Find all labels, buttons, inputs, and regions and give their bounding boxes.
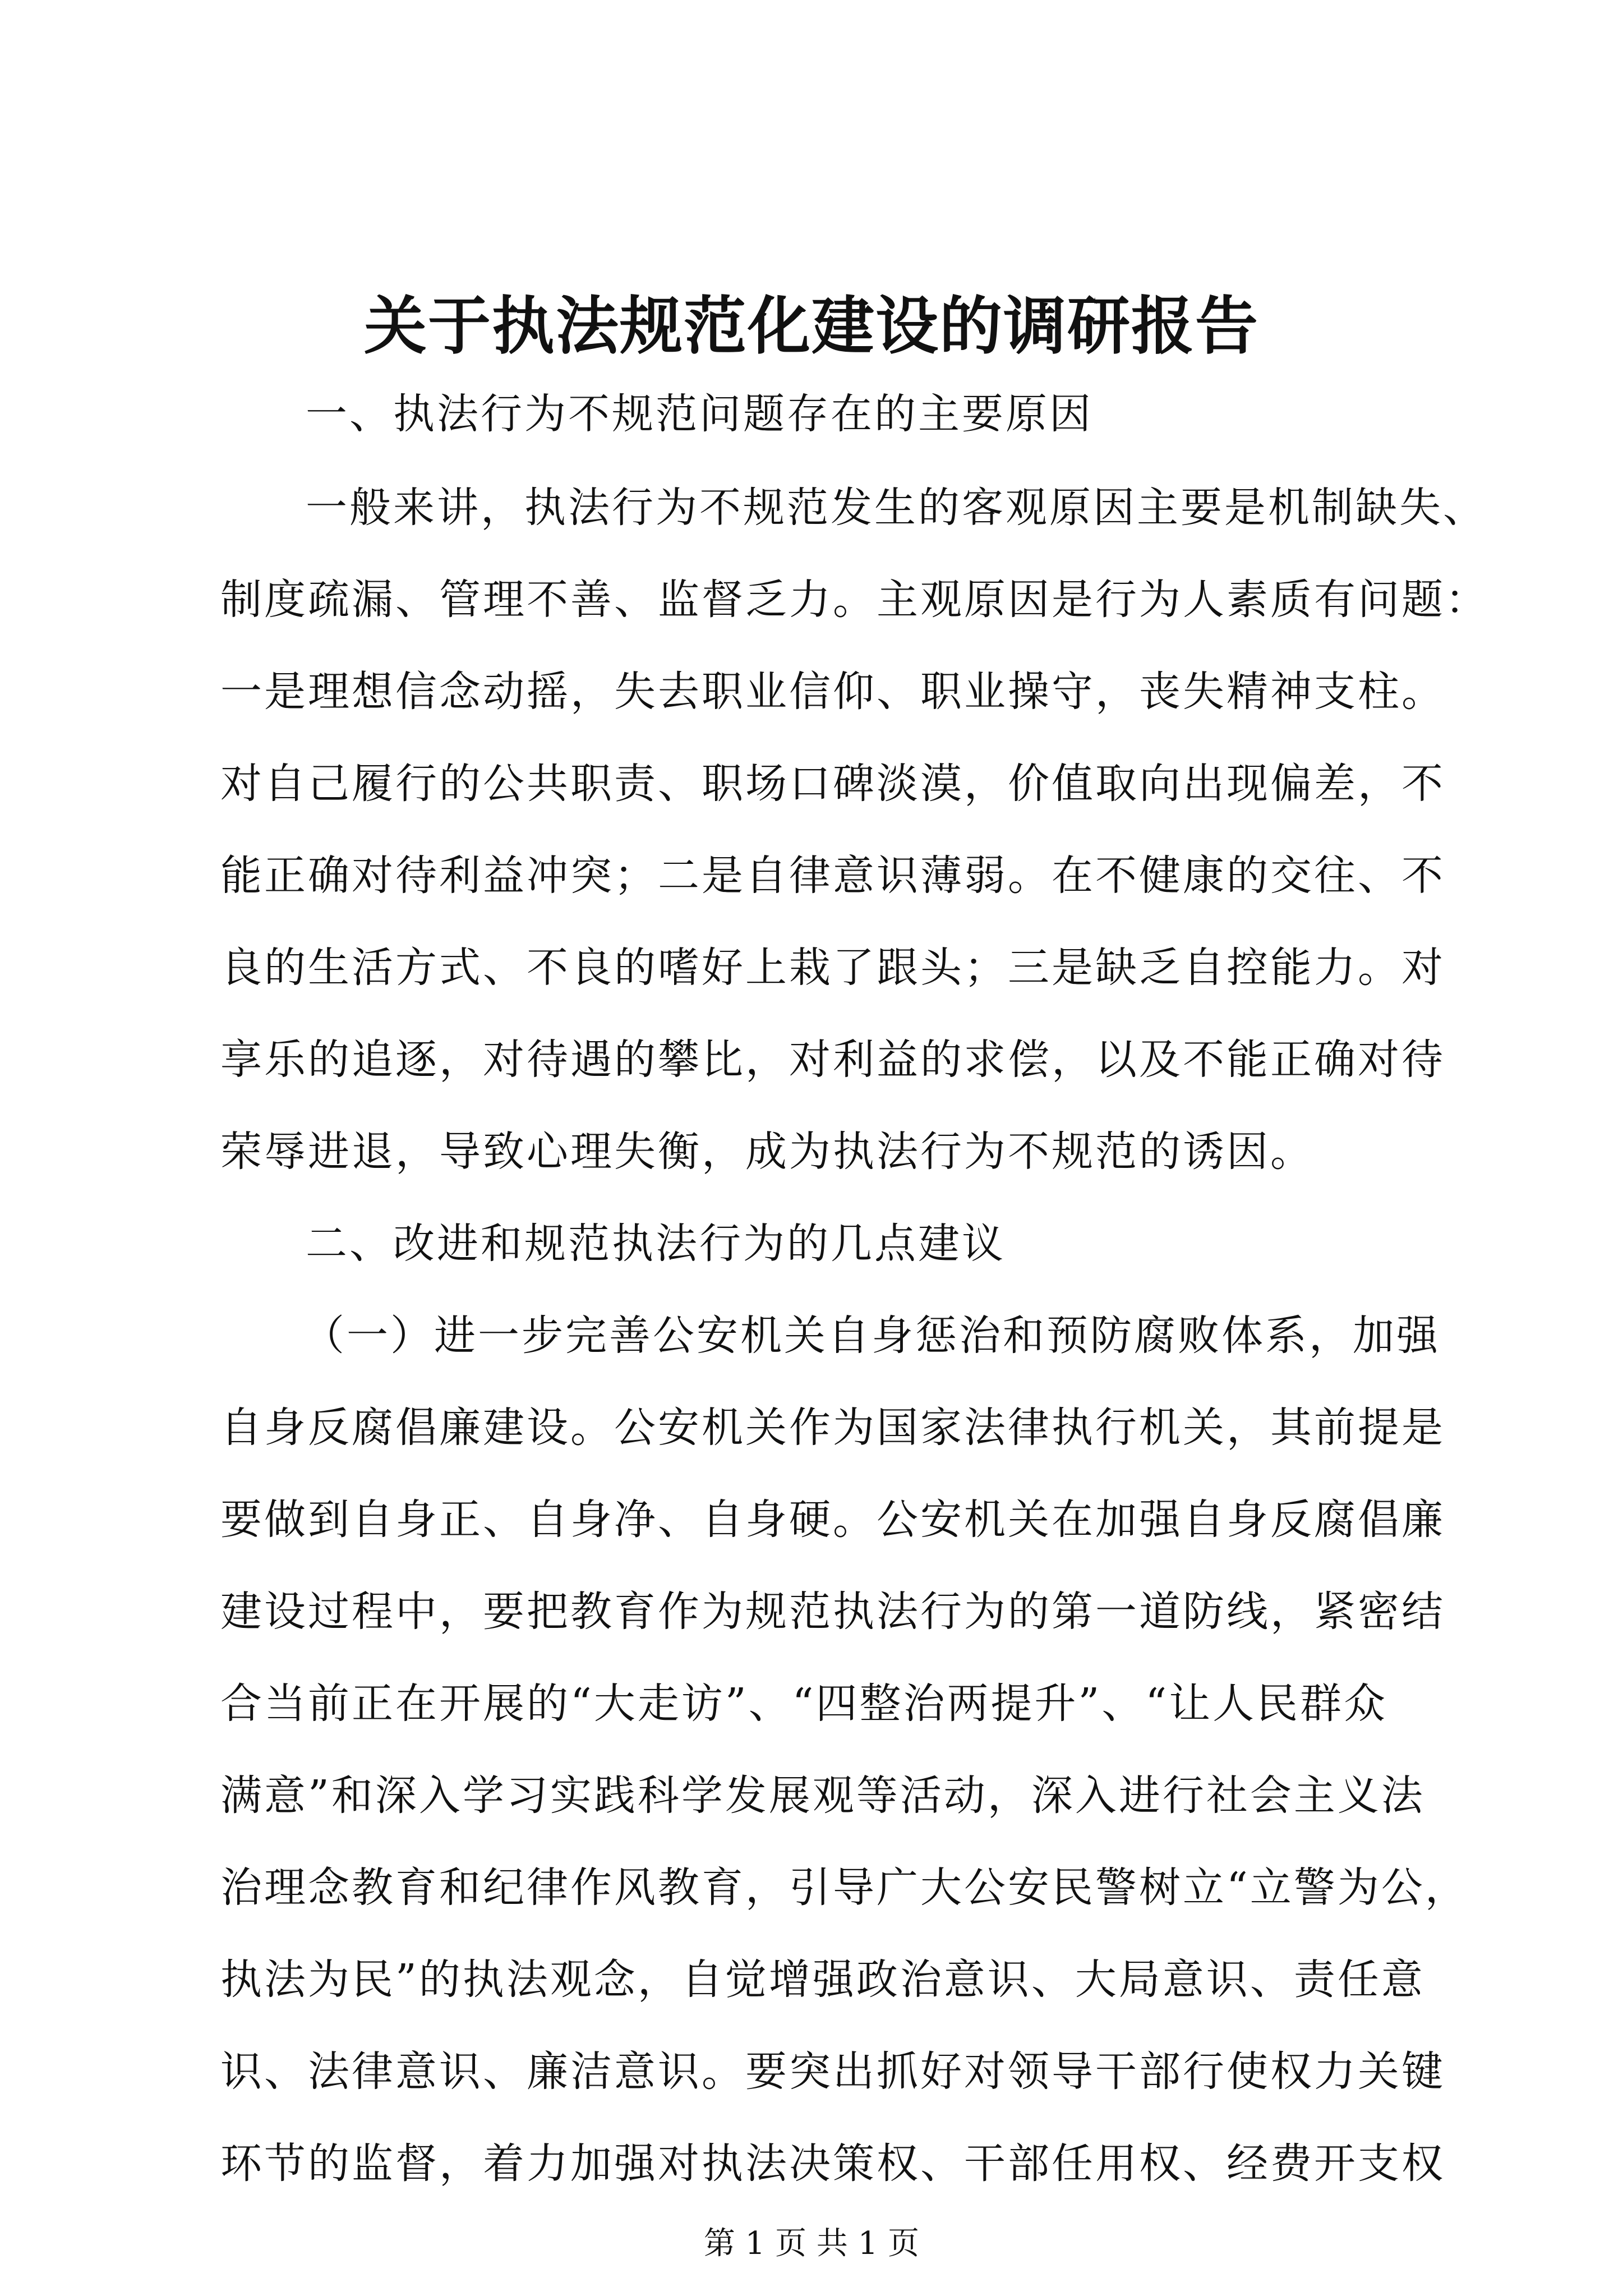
paragraph-line: 治理念教育和纪律作风教育，引导广大公安民警树立“立警为公，: [220, 1864, 1469, 1912]
paragraph-line: （一）进一步完善公安机关自身惩治和预防腐败体系，加强: [303, 1312, 1440, 1360]
paragraph-line: 自身反腐倡廉建设。公安机关作为国家法律执行机关，其前提是: [220, 1404, 1445, 1452]
paragraph-line: 荣辱进退，导致心理失衡，成为执法行为不规范的诱因。: [220, 1128, 1314, 1176]
paragraph-line: 良的生活方式、不良的嗜好上栽了跟头；三是缺乏自控能力。对: [220, 944, 1445, 992]
paragraph-line: 合当前正在开展的“大走访”、“四整治两提升”、“让人民群众: [220, 1680, 1388, 1728]
paragraph-line: 一般来讲，执法行为不规范发生的客观原因主要是机制缺失、: [306, 484, 1487, 532]
paragraph-line: 对自己履行的公共职责、职场口碑淡漠，价值取向出现偏差，不: [220, 760, 1445, 808]
paragraph-line: 执法为民”的执法观念，自觉增强政治意识、大局意识、责任意: [220, 1955, 1425, 2004]
paragraph-line: 环节的监督，着力加强对执法决策权、干部任用权、经费开支权: [220, 2139, 1445, 2188]
paragraph-line: 一是理想信念动摇，失去职业信仰、职业操守，丧失精神支柱。: [220, 668, 1445, 716]
document-title: 关于执法规范化建设的调研报告: [364, 289, 1259, 363]
page-number-footer: 第 1 页 共 1 页: [703, 2225, 920, 2262]
paragraph-line: 享乐的追逐，对待遇的攀比，对利益的求偿，以及不能正确对待: [220, 1036, 1445, 1084]
section-heading-1: 一、执法行为不规范问题存在的主要原因: [306, 390, 1093, 438]
paragraph-line: 满意”和深入学习实践科学发展观等活动，深入进行社会主义法: [220, 1772, 1425, 1820]
section-heading-2: 二、改进和规范执法行为的几点建议: [306, 1220, 1006, 1268]
paragraph-line: 能正确对待利益冲突；二是自律意识薄弱。在不健康的交往、不: [220, 852, 1445, 900]
paragraph-line: 建设过程中，要把教育作为规范执法行为的第一道防线，紧密结: [220, 1588, 1445, 1636]
paragraph-line: 要做到自身正、自身净、自身硬。公安机关在加强自身反腐倡廉: [220, 1496, 1445, 1544]
paragraph-line: 识、法律意识、廉洁意识。要突出抓好对领导干部行使权力关键: [220, 2047, 1445, 2096]
paragraph-line: 制度疏漏、管理不善、监督乏力。主观原因是行为人素质有问题：: [220, 576, 1489, 624]
